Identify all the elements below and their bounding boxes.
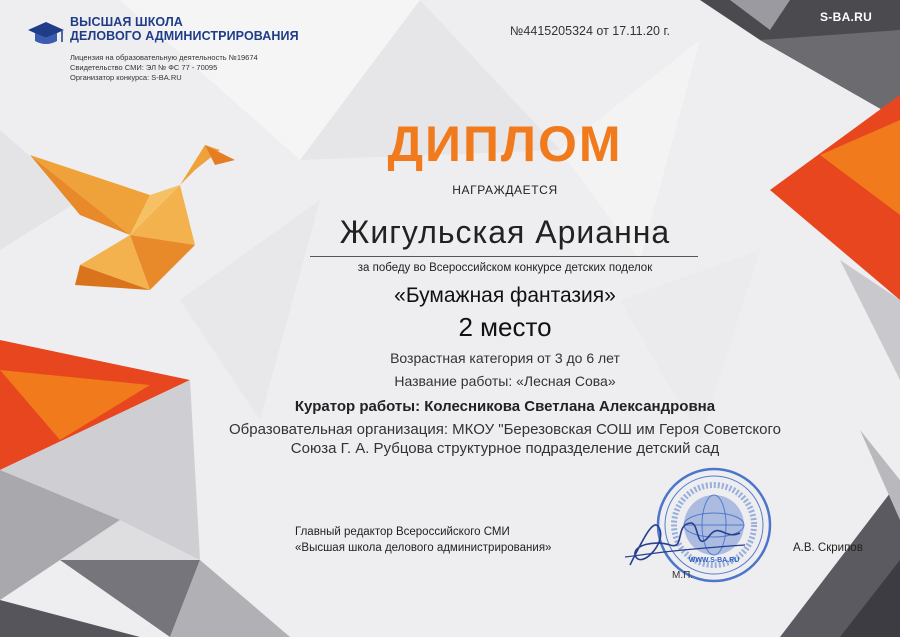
organization-text — [180, 420, 830, 458]
diploma-title: ДИПЛОМ — [387, 116, 623, 172]
editor-line1: Главный редактор Всероссийского СМИ — [295, 526, 510, 538]
org-name — [70, 15, 299, 43]
graduation-cap-icon — [26, 18, 66, 48]
site-label: S-BA.RU — [820, 10, 873, 24]
recipient-underline — [310, 256, 698, 257]
mp-label: М.П. — [672, 570, 694, 581]
org-meta — [70, 53, 258, 83]
recipient-name: Жигульская Арианна — [339, 214, 671, 250]
editor-line2: «Высшая школа делового администрирования» — [295, 542, 552, 554]
place-text: 2 место — [458, 312, 552, 342]
organization-line2: Союза Г. А. Рубцова структурное подразделение детский сад — [290, 440, 720, 457]
work-title: Название работы: «Лесная Сова» — [394, 373, 616, 389]
for-victory-text: за победу во Всероссийском конкурсе детских поделок — [357, 262, 653, 274]
seal-url: WWW.S-BA.RU — [688, 557, 740, 564]
org-name-line1: ВЫСШАЯ ШКОЛА — [70, 15, 183, 29]
document-number: №4415205324 от 17.11.20 г. — [510, 24, 670, 38]
signer-name: А.В. Скрипов — [793, 542, 863, 554]
organizer-text: Организатор конкурса: S-BA.RU — [70, 73, 182, 82]
awarded-label: НАГРАЖДАЕТСЯ — [452, 183, 558, 197]
age-category: Возрастная категория от 3 до 6 лет — [390, 350, 620, 366]
org-name-line2: ДЕЛОВОГО АДМИНИСТРИРОВАНИЯ — [70, 29, 299, 43]
contest-name: «Бумажная фантазия» — [394, 284, 616, 307]
curator-text: Куратор работы: Колесникова Светлана Александровна — [294, 398, 716, 415]
organization-line1: Образовательная организация: МКОУ "Березовская СОШ им Героя Советского — [229, 421, 781, 438]
license-text: Лицензия на образовательную деятельность №19674 — [70, 53, 258, 62]
editor-text — [295, 524, 551, 556]
certificate-text: Свидетельство СМИ: ЭЛ № ФС 77 - 70095 — [70, 63, 218, 72]
